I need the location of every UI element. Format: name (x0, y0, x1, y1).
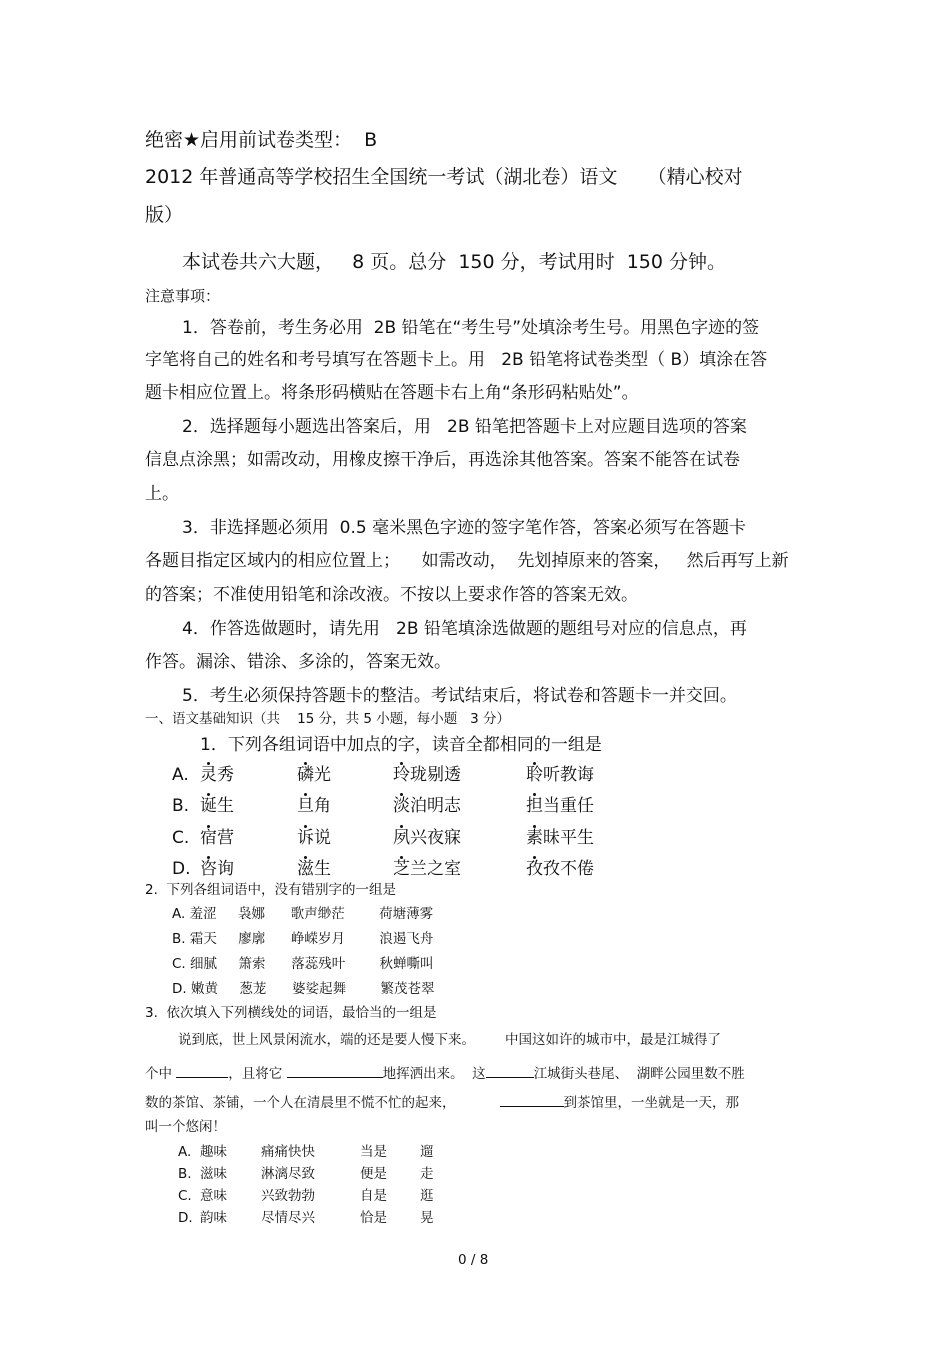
secret-classification-line: 绝密★启用前试卷类型： B (145, 129, 378, 151)
option-word: 聆听教诲 (526, 765, 594, 785)
notice-line: 4．作答选做题时，请先用 2B 铅笔填涂选做题的题组号对应的信息点，再 (182, 619, 747, 639)
option-word: 孜孜不倦 (526, 859, 594, 879)
option-word: 遛 (420, 1144, 434, 1160)
emphasis-dot (533, 793, 536, 796)
emphasis-dot (207, 762, 210, 765)
option-line: D. 嫩黄 葱茏 婆娑起舞 繁茂苍翠 (172, 981, 435, 997)
option-word: 滋味 (200, 1166, 227, 1182)
option-label: B. (172, 796, 190, 816)
option-word: 淡泊明志 (393, 796, 461, 816)
passage-line: 说到底，世上风景闲流水，端的还是要人慢下来。 中国这如许的城市中，最是江城得了 (178, 1032, 722, 1048)
passage-text: 地挥洒出来。 这 (382, 1066, 486, 1082)
option-word: 诉说 (297, 828, 331, 848)
option-word: 灵秀 (200, 765, 234, 785)
question-2-stem: 2. 下列各组词语中，没有错别字的一组是 (145, 882, 396, 898)
option-label: A. (172, 765, 189, 785)
option-label: D. (178, 1210, 193, 1226)
option-word: 韵味 (200, 1210, 227, 1226)
exam-title-continued: 版） (145, 204, 184, 226)
section-heading: 一、语文基础知识（共 15 分，共 5 小题，每小题 3 分） (145, 711, 511, 727)
option-label: A. (178, 1144, 192, 1160)
option-word: 意味 (200, 1188, 227, 1204)
notice-line: 题卡相应位置上。将条形码横贴在答题卡右上角“条形码粘贴处”。 (145, 383, 639, 403)
notice-line: 各题目指定区域内的相应位置上； 如需改动， 先划掉原来的答案， 然后再写上新 (145, 551, 789, 571)
option-word: 担当重任 (526, 796, 594, 816)
emphasis-dot (400, 825, 403, 828)
passage-line (145, 1063, 745, 1082)
emphasis-dot (207, 793, 210, 796)
option-word: 晃 (420, 1210, 434, 1226)
option-label: D. (172, 859, 191, 879)
option-word: 玲珑剔透 (393, 765, 461, 785)
emphasis-dot (304, 793, 307, 796)
passage-text: ，且将它 (228, 1066, 287, 1082)
notice-line: 5．考生必须保持答题卡的整洁。考试结束后，将试卷和答题卡一并交回。 (182, 686, 737, 706)
option-line: A. 羞涩 袅娜 歌声缈茫 荷塘薄雾 (172, 906, 434, 922)
option-word: 旦角 (297, 796, 331, 816)
emphasis-dot (207, 856, 210, 859)
option-word: 走 (420, 1166, 434, 1182)
emphasis-dot (533, 762, 536, 765)
emphasis-dot (533, 825, 536, 828)
option-word: 诞生 (200, 796, 234, 816)
notice-line: 1．答卷前，考生务必用 2B 铅笔在“考生号”处填涂考生号。用黑色字迹的签 (182, 318, 760, 338)
page-indicator: 0 / 8 (458, 1252, 489, 1268)
option-word: 夙兴夜寐 (393, 828, 461, 848)
passage-text: 到茶馆里，一坐就是一天，那 (563, 1095, 739, 1111)
notice-line: 上。 (145, 484, 179, 504)
option-word: 逛 (420, 1188, 434, 1204)
passage-line: 叫一个悠闲！ (145, 1119, 226, 1135)
option-word: 淋漓尽致 (261, 1166, 315, 1182)
option-word: 痛痛快快 (261, 1144, 315, 1160)
emphasis-dot (400, 762, 403, 765)
option-word: 恰是 (360, 1210, 387, 1226)
option-word: 芝兰之室 (393, 859, 461, 879)
notice-line: 信息点涂黑；如需改动，用橡皮擦干净后，再选涂其他答案。答案不能答在试卷 (145, 450, 740, 470)
notice-line: 作答。漏涂、错涂、多涂的，答案无效。 (145, 652, 451, 672)
option-word: 咨询 (200, 859, 234, 879)
passage-text: 个中 (145, 1066, 177, 1082)
notice-line: 字笔将自己的姓名和考号填写在答题卡上。用 2B 铅笔将试卷类型（ B）填涂在答 (145, 350, 768, 370)
option-word: 宿营 (200, 828, 234, 848)
option-word: 尽情尽兴 (261, 1210, 315, 1226)
passage-text: 数的茶馆、茶铺，一个人在清晨里不慌不忙的起来， (145, 1095, 456, 1111)
option-word: 滋生 (297, 859, 331, 879)
exam-title: 2012 年普通高等学校招生全国统一考试（湖北卷）语文 （精心校对 (145, 166, 743, 188)
option-label: C. (172, 828, 190, 848)
notice-heading: 注意事项： (145, 287, 221, 305)
option-word: 素昧平生 (526, 828, 594, 848)
question-3-stem: 3. 依次填入下列横线处的词语，最恰当的一组是 (145, 1005, 437, 1021)
option-word: 磷光 (297, 765, 331, 785)
emphasis-dot (533, 856, 536, 859)
emphasis-dot (400, 856, 403, 859)
option-label: C. (178, 1188, 192, 1204)
option-word: 便是 (360, 1166, 387, 1182)
option-word: 趣味 (200, 1144, 227, 1160)
emphasis-dot (207, 825, 210, 828)
fill-blank (486, 1063, 534, 1078)
emphasis-dot (304, 762, 307, 765)
option-word: 当是 (360, 1144, 387, 1160)
emphasis-dot (304, 856, 307, 859)
notice-line: 2．选择题每小题选出答案后，用 2B 铅笔把答题卡上对应题目选项的答案 (182, 417, 747, 437)
fill-blank (176, 1063, 228, 1078)
question-1-stem: 1．下列各组词语中加点的字，读音全都相同的一组是 (200, 735, 602, 755)
option-label: B. (178, 1166, 192, 1182)
fill-blank (287, 1063, 383, 1078)
notice-line: 3．非选择题必须用 0.5 毫米黑色字迹的签字笔作答，答案必须写在答题卡 (182, 518, 747, 538)
option-word: 兴致勃勃 (261, 1188, 315, 1204)
option-line: C. 细腻 箫索 落蕊残叶 秋蝉嘶叫 (172, 956, 434, 972)
emphasis-dot (304, 825, 307, 828)
fill-blank (500, 1092, 564, 1107)
option-word: 自是 (360, 1188, 387, 1204)
option-line: B. 霜天 廖廓 峥嵘岁月 浪遏飞舟 (172, 931, 434, 947)
emphasis-dot (400, 793, 403, 796)
notice-line: 的答案；不准使用铅笔和涂改液。不按以上要求作答的答案无效。 (145, 585, 638, 605)
passage-text: 江城街头巷尾、 湖畔公园里数不胜 (533, 1066, 745, 1082)
passage-line (145, 1092, 739, 1111)
exam-intro: 本试卷共六大题， 8 页。总分 150 分，考试用时 150 分钟。 (182, 251, 727, 273)
